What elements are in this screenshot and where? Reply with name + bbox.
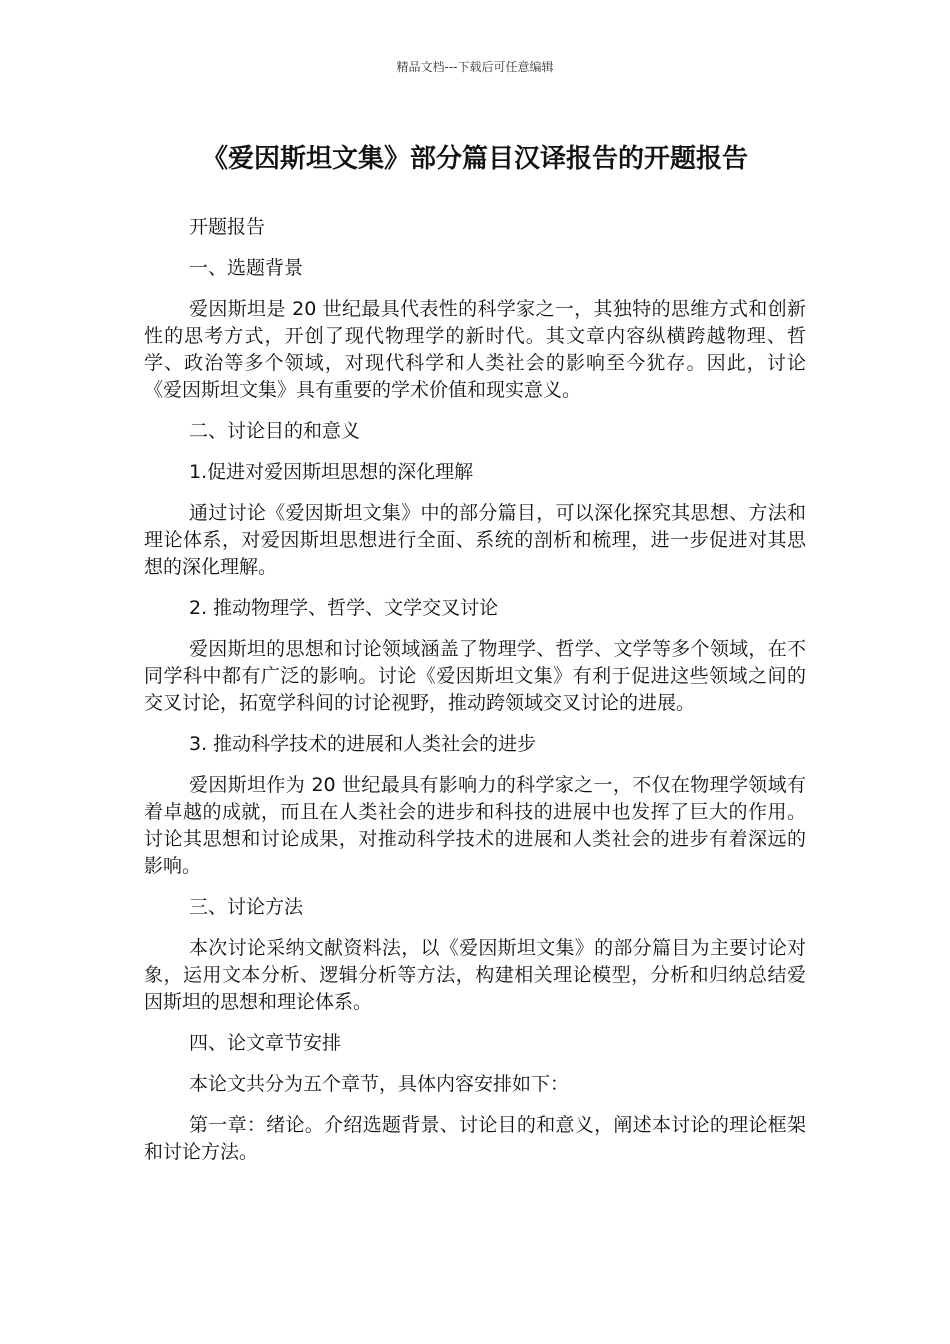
heading-purpose: 二、讨论目的和意义 [189, 420, 361, 442]
paragraph-report-label: 开题报告 [189, 216, 266, 238]
paragraph-purpose-3: 爱因斯坦作为 20 世纪最具有影响力的科学家之一，不仅在物理学领域有着卓越的成就，而且在人类社会的进步和科技的进展中也发挥了巨大的作用。讨论其思想和讨论成果，对推动科学技术的进展和人类社会的进步有着深远的影响。 [144, 774, 806, 877]
paragraph-purpose-1: 通过讨论《爱因斯坦文集》中的部分篇目，可以深化探究其思想、方法和理论体系，对爱因斯坦思想进行全面、系统的剖析和梳理，进一步促进对其思想的深化理解。 [144, 502, 806, 578]
paragraph-purpose-2: 爱因斯坦的思想和讨论领域涵盖了物理学、哲学、文学等多个领域，在不同学科中都有广泛的影响。讨论《爱因斯坦文集》有利于促进这些领域之间的交叉讨论，拓宽学科间的讨论视野，推动跨领域交叉讨论的进展。 [144, 638, 806, 714]
paragraph-method: 本次讨论采纳文献资料法，以《爱因斯坦文集》的部分篇目为主要讨论对象，运用文本分析、逻辑分析等方法，构建相关理论模型，分析和归纳总结爱因斯坦的思想和理论体系。 [144, 937, 806, 1013]
subheading-purpose-1: 1.促进对爱因斯坦思想的深化理解 [189, 461, 474, 483]
document-title: 《爱因斯坦文集》部分篇目汉译报告的开题报告 [201, 144, 748, 174]
paragraph-chapter-1: 第一章：绪论。介绍选题背景、讨论目的和意义，阐述本讨论的理论框架和讨论方法。 [144, 1114, 806, 1163]
paragraph-background: 爱因斯坦是 20 世纪最具代表性的科学家之一，其独特的思维方式和创新性的思考方式，开创了现代物理学的新时代。其文章内容纵横跨越物理、哲学、政治等多个领域，对现代科学和人类社会的影响至今犹存。因此，讨论《爱因斯坦文集》具有重要的学术价值和现实意义。 [144, 298, 806, 401]
heading-background: 一、选题背景 [189, 257, 304, 279]
paragraph-chapters-intro: 本论文共分为五个章节，具体内容安排如下： [189, 1073, 570, 1095]
subheading-purpose-2: 2. 推动物理学、哲学、文学交叉讨论 [189, 597, 499, 619]
subheading-purpose-3: 3. 推动科学技术的进展和人类社会的进步 [189, 733, 537, 755]
heading-method: 三、讨论方法 [189, 896, 304, 918]
page-header: 精品文档---下载后可任意编辑 [396, 60, 554, 74]
document-body [144, 214, 806, 1180]
heading-chapters: 四、论文章节安排 [189, 1032, 342, 1054]
